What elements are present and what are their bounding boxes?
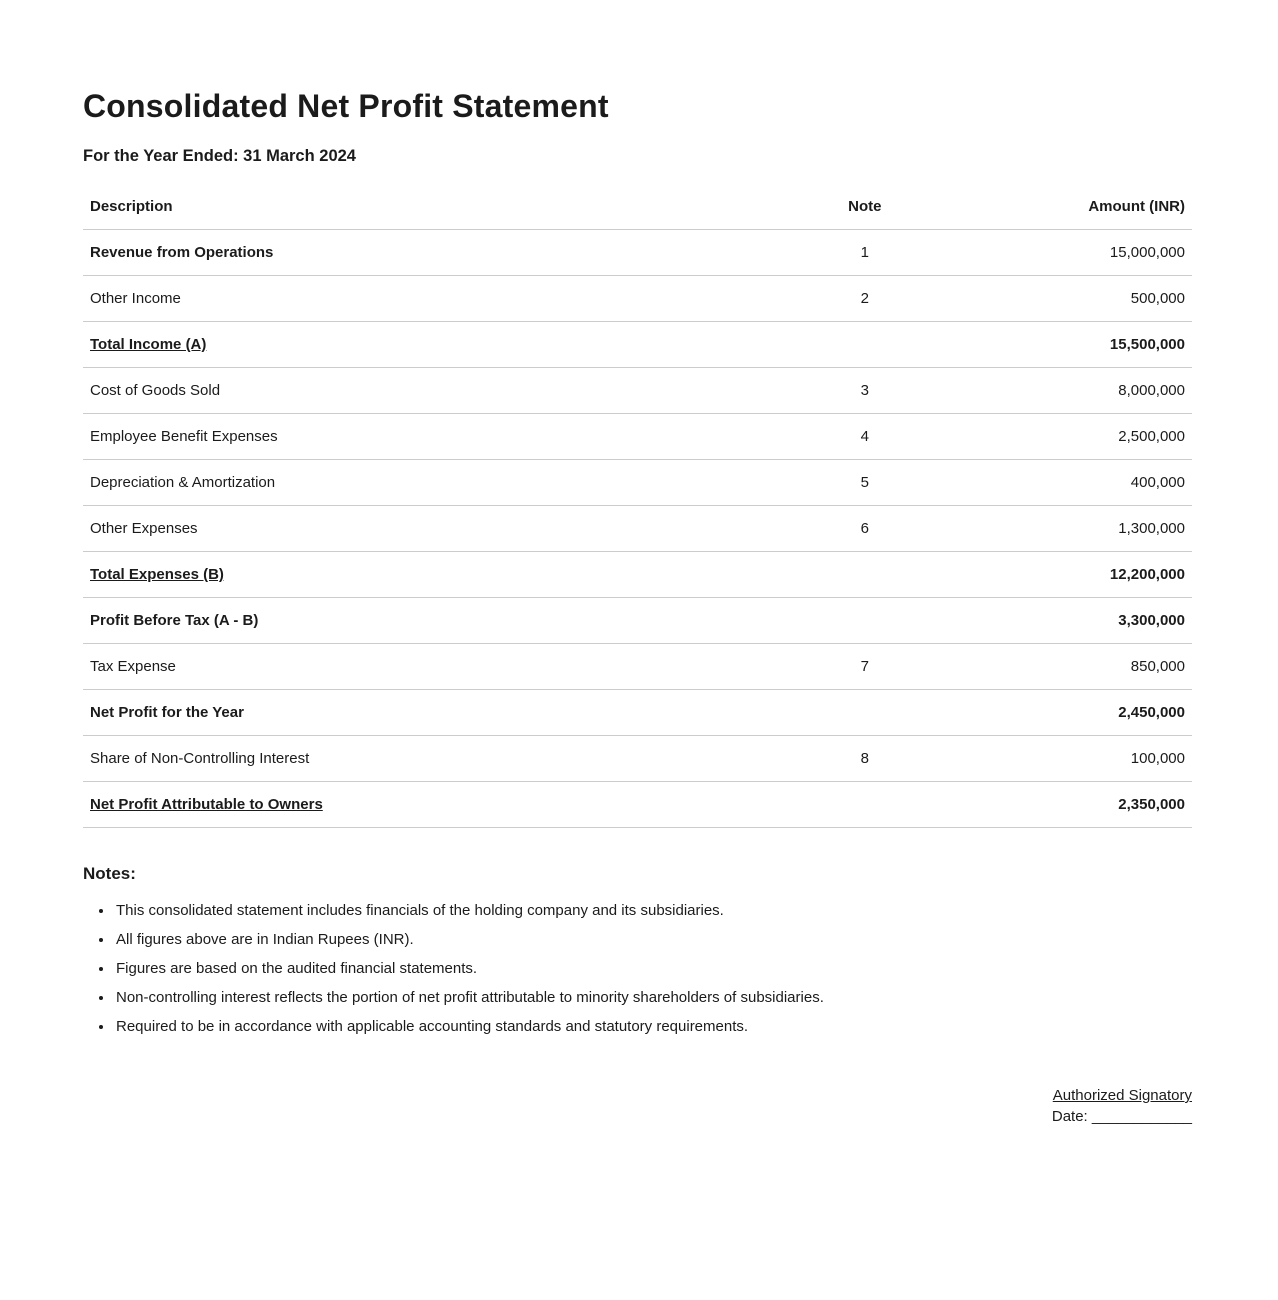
row-amount: 100,000 xyxy=(970,736,1192,782)
table-header-row xyxy=(83,198,1192,230)
row-description: Net Profit Attributable to Owners xyxy=(83,782,759,828)
row-note: 6 xyxy=(759,506,970,552)
row-amount: 2,450,000 xyxy=(970,690,1192,736)
column-header-description: Description xyxy=(83,198,759,230)
row-amount: 1,300,000 xyxy=(970,506,1192,552)
table-row xyxy=(83,414,1192,460)
row-note: 3 xyxy=(759,368,970,414)
row-description: Profit Before Tax (A - B) xyxy=(83,598,759,644)
notes-heading: Notes: xyxy=(83,864,136,883)
row-note: 1 xyxy=(759,230,970,276)
row-note xyxy=(759,782,970,828)
note-item: • Non-controlling interest reflects the portion of net profit attributable to minority shareholders of subsidiaries. xyxy=(114,988,1192,1007)
column-header-amount: Amount (INR) xyxy=(970,198,1192,230)
row-description: Cost of Goods Sold xyxy=(83,368,759,414)
row-note xyxy=(759,552,970,598)
row-description: Depreciation & Amortization xyxy=(83,460,759,506)
row-amount: 15,500,000 xyxy=(970,322,1192,368)
page-subtitle: For the Year Ended: 31 March 2024 xyxy=(83,147,356,165)
note-item: • Required to be in accordance with applicable accounting standards and statutory requirements. xyxy=(114,1017,1192,1036)
net-profit-table xyxy=(83,198,1192,828)
row-amount: 12,200,000 xyxy=(970,552,1192,598)
row-note: 2 xyxy=(759,276,970,322)
signature-block xyxy=(83,1085,1192,1127)
row-note: 7 xyxy=(759,644,970,690)
row-amount: 850,000 xyxy=(970,644,1192,690)
row-description: Share of Non-Controlling Interest xyxy=(83,736,759,782)
table-row xyxy=(83,276,1192,322)
page-title: Consolidated Net Profit Statement xyxy=(83,88,609,124)
table-row xyxy=(83,460,1192,506)
row-description: Revenue from Operations xyxy=(83,230,759,276)
table-row xyxy=(83,782,1192,828)
row-description: Employee Benefit Expenses xyxy=(83,414,759,460)
row-amount: 8,000,000 xyxy=(970,368,1192,414)
authorized-signatory-label: Authorized Signatory xyxy=(1052,1087,1192,1104)
row-description: Tax Expense xyxy=(83,644,759,690)
row-note: 4 xyxy=(759,414,970,460)
table-row xyxy=(83,506,1192,552)
date-line xyxy=(83,1106,1192,1127)
table-row xyxy=(83,368,1192,414)
table-row xyxy=(83,552,1192,598)
table-row xyxy=(83,230,1192,276)
notes-list xyxy=(83,901,1192,1036)
row-note: 8 xyxy=(759,736,970,782)
column-header-note: Note xyxy=(759,198,970,230)
row-amount: 400,000 xyxy=(970,460,1192,506)
row-description: Total Expenses (B) xyxy=(83,552,759,598)
row-note xyxy=(759,598,970,644)
table-row xyxy=(83,598,1192,644)
table-body xyxy=(83,230,1192,828)
row-note: 5 xyxy=(759,460,970,506)
date-label: Date: xyxy=(1051,1108,1088,1125)
table-row xyxy=(83,644,1192,690)
row-note xyxy=(759,322,970,368)
date-blank: ____________ xyxy=(1091,1108,1192,1125)
table-row xyxy=(83,736,1192,782)
note-item: • All figures above are in Indian Rupees (INR). xyxy=(114,930,1192,949)
note-item: • Figures are based on the audited financial statements. xyxy=(114,959,1192,978)
row-amount: 3,300,000 xyxy=(970,598,1192,644)
row-note xyxy=(759,690,970,736)
row-description: Net Profit for the Year xyxy=(83,690,759,736)
note-item: • This consolidated statement includes financials of the holding company and its subsidiaries. xyxy=(114,901,1192,920)
row-amount: 500,000 xyxy=(970,276,1192,322)
row-amount: 15,000,000 xyxy=(970,230,1192,276)
row-description: Other Expenses xyxy=(83,506,759,552)
row-amount: 2,500,000 xyxy=(970,414,1192,460)
row-description: Other Income xyxy=(83,276,759,322)
row-amount: 2,350,000 xyxy=(970,782,1192,828)
table-row xyxy=(83,322,1192,368)
table-row xyxy=(83,690,1192,736)
row-description: Total Income (A) xyxy=(83,322,759,368)
